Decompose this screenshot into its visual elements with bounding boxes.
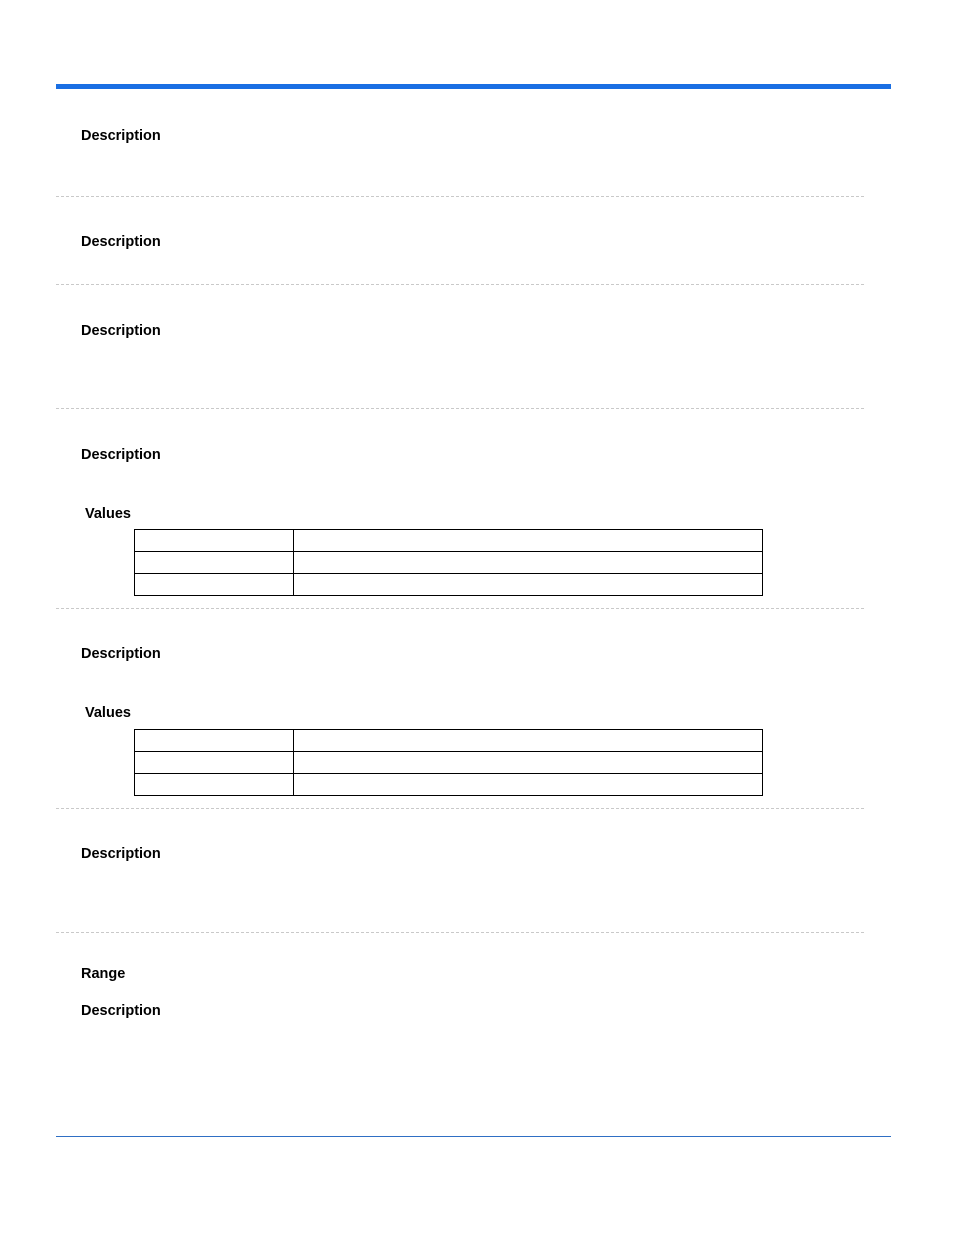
section-divider bbox=[56, 808, 864, 809]
table-cell bbox=[294, 574, 763, 596]
table-cell bbox=[135, 530, 294, 552]
table-row bbox=[135, 552, 763, 574]
section-4-values-label: Values bbox=[85, 506, 131, 522]
section-5-values-table bbox=[134, 729, 763, 796]
header-rule bbox=[56, 84, 891, 89]
section-1-description-label: Description bbox=[81, 128, 161, 144]
section-3-description-label: Description bbox=[81, 323, 161, 339]
section-divider bbox=[56, 284, 864, 285]
section-5-description-label: Description bbox=[81, 646, 161, 662]
section-2-description-label: Description bbox=[81, 234, 161, 250]
footer-rule bbox=[56, 1136, 891, 1137]
table-cell bbox=[294, 530, 763, 552]
table-row bbox=[135, 730, 763, 752]
table-cell bbox=[135, 552, 294, 574]
section-7-description-label: Description bbox=[81, 1003, 161, 1019]
table-row bbox=[135, 774, 763, 796]
section-divider bbox=[56, 608, 864, 609]
table-row bbox=[135, 752, 763, 774]
table-cell bbox=[294, 552, 763, 574]
section-6-description-label: Description bbox=[81, 846, 161, 862]
table-cell bbox=[135, 774, 294, 796]
table-cell bbox=[135, 730, 294, 752]
table-cell bbox=[135, 574, 294, 596]
section-divider bbox=[56, 932, 864, 933]
table-row bbox=[135, 530, 763, 552]
table-cell bbox=[294, 774, 763, 796]
table-cell bbox=[294, 730, 763, 752]
section-4-values-table bbox=[134, 529, 763, 596]
section-divider bbox=[56, 196, 864, 197]
table-cell bbox=[294, 752, 763, 774]
section-divider bbox=[56, 408, 864, 409]
section-4-description-label: Description bbox=[81, 447, 161, 463]
table-cell bbox=[135, 752, 294, 774]
table-row bbox=[135, 574, 763, 596]
section-5-values-label: Values bbox=[85, 705, 131, 721]
section-7-range-label: Range bbox=[81, 966, 126, 982]
